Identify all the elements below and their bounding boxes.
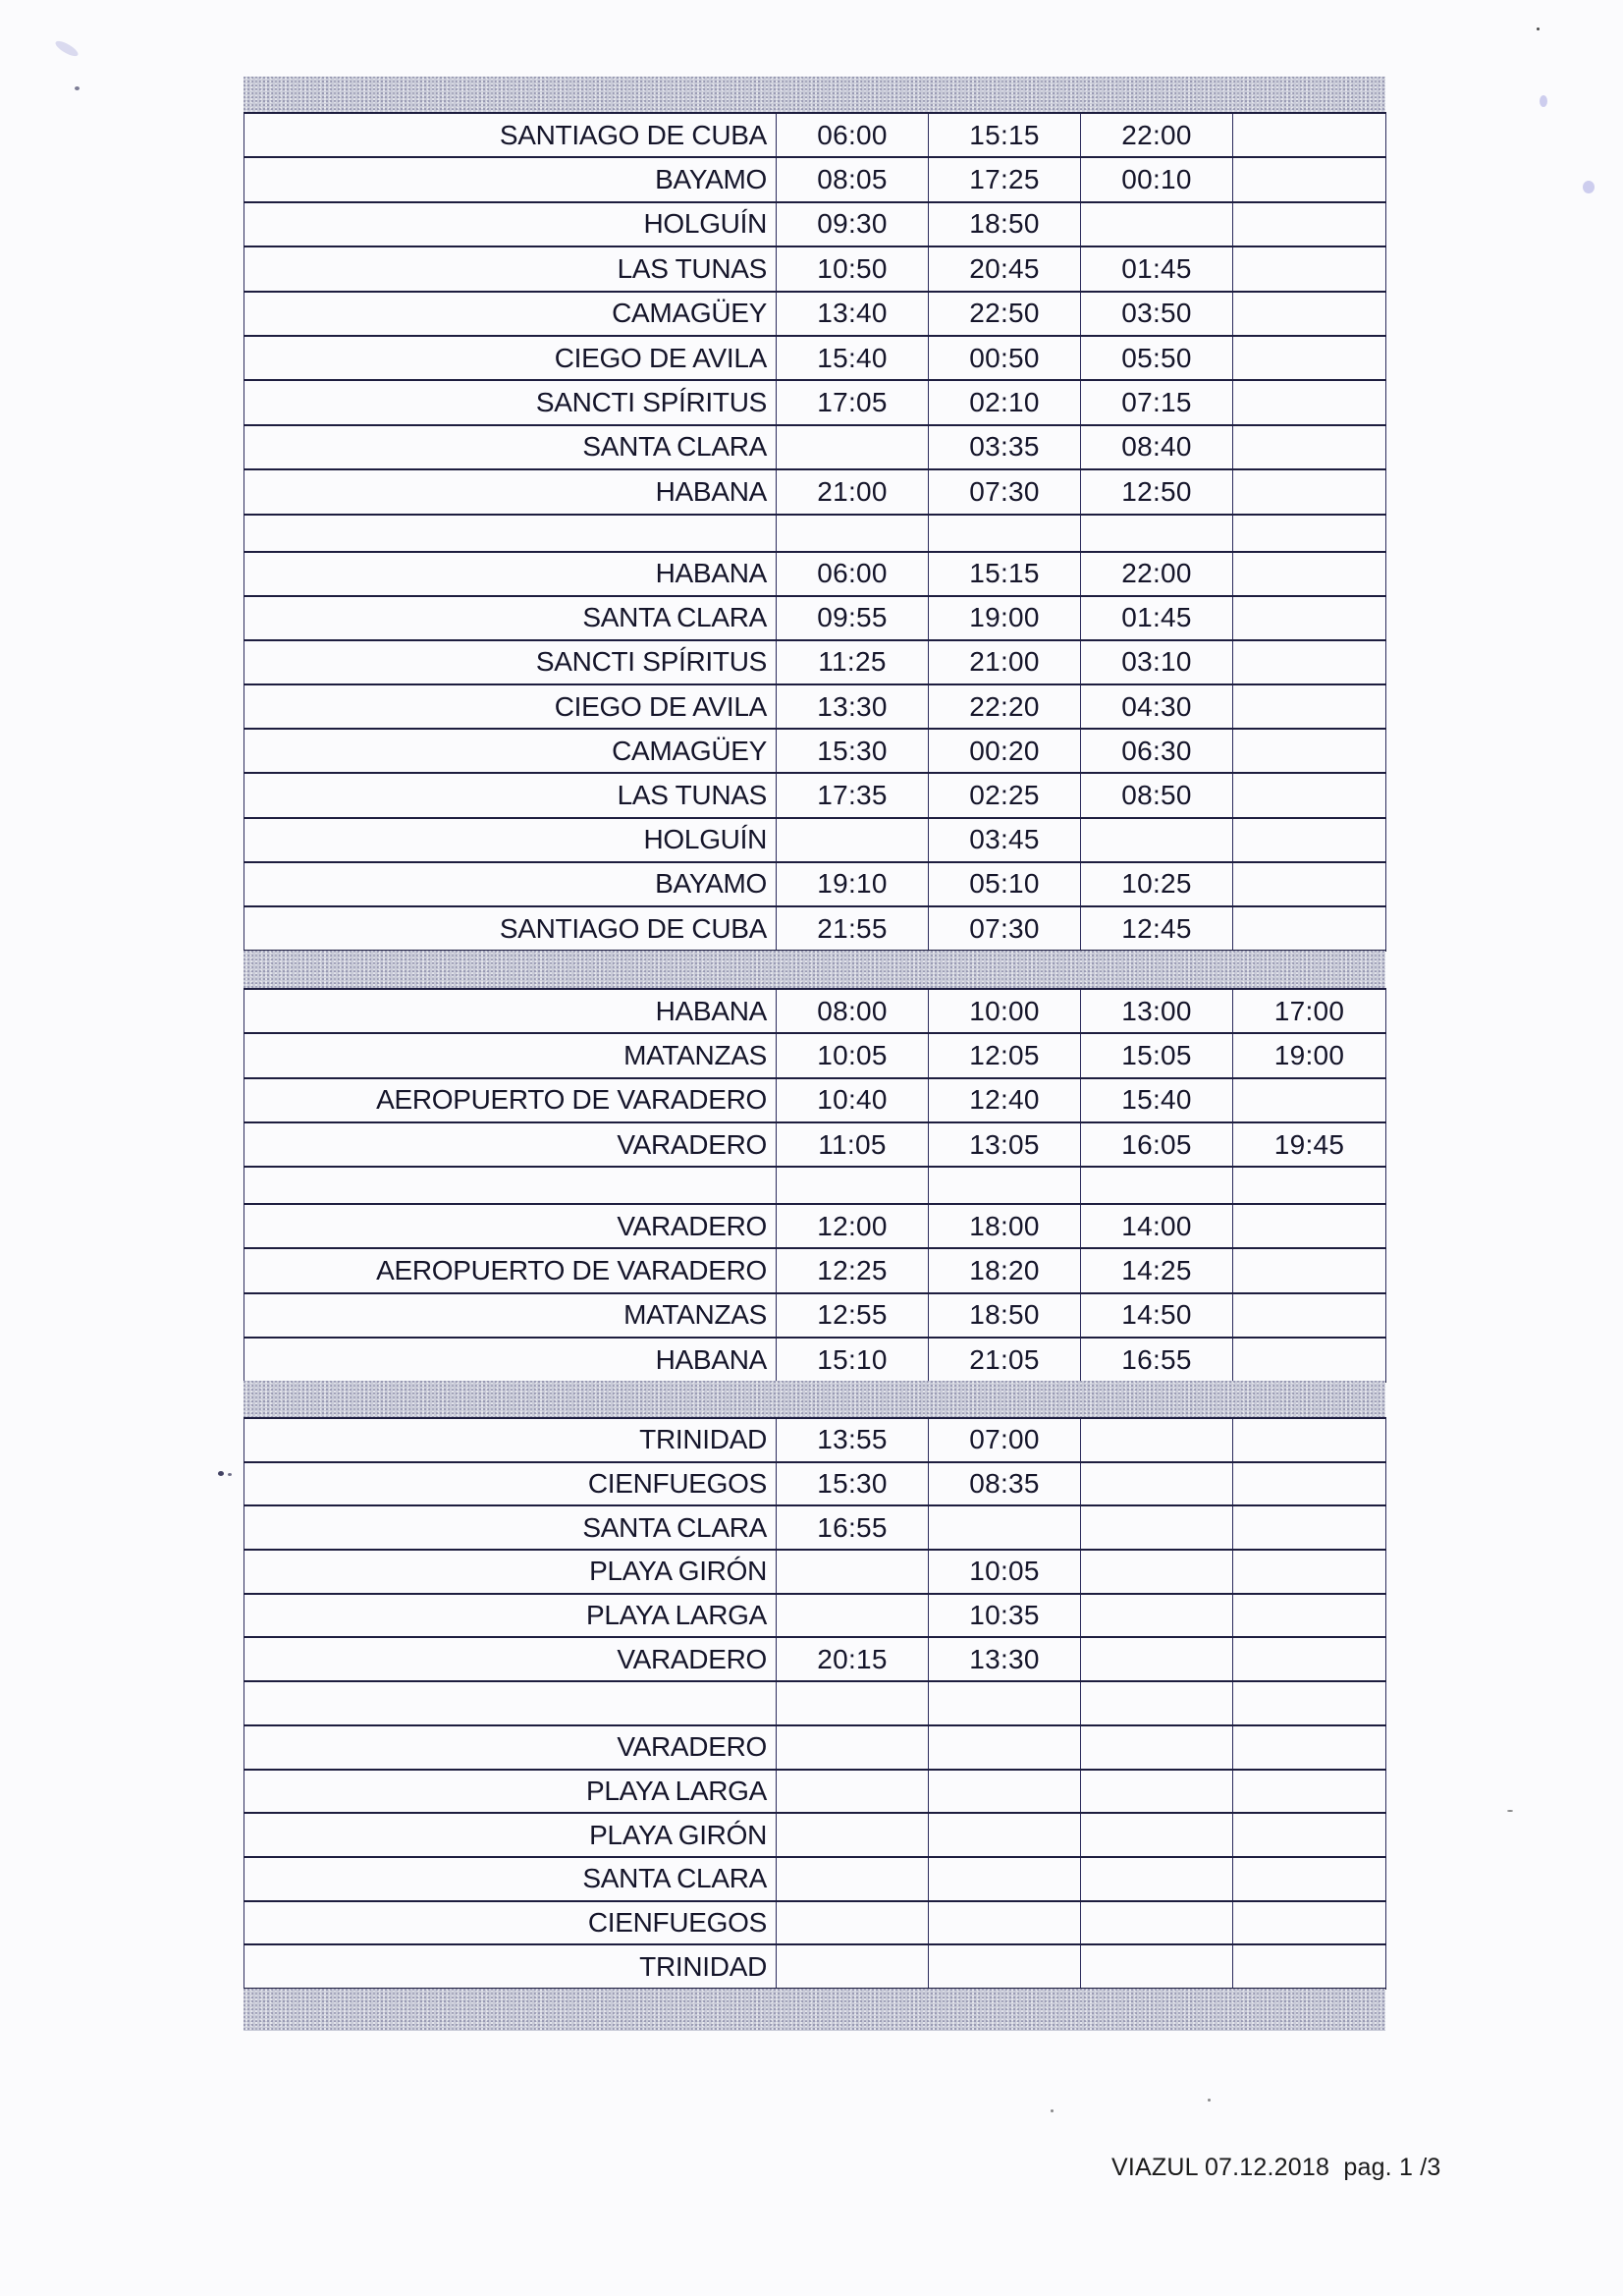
departure-time: 14:00 xyxy=(1081,1204,1233,1248)
departure-time: 08:05 xyxy=(777,157,929,201)
table-row xyxy=(244,596,1386,640)
stop-name: CAMAGÜEY xyxy=(244,292,777,336)
departure-time: 15:40 xyxy=(1081,1078,1233,1122)
table-row xyxy=(244,336,1386,380)
departure-time: 20:15 xyxy=(777,1637,929,1681)
departure-time: 10:40 xyxy=(777,1078,929,1122)
stop-name: TRINIDAD xyxy=(244,1418,777,1462)
departure-time: 21:05 xyxy=(929,1338,1081,1382)
departure-time xyxy=(929,1725,1081,1770)
table-row xyxy=(244,1248,1386,1292)
table-row xyxy=(244,862,1386,906)
empty-cell xyxy=(1081,1167,1233,1204)
departure-time: 16:55 xyxy=(777,1505,929,1550)
table-row xyxy=(244,1813,1386,1857)
departure-time: 03:35 xyxy=(929,425,1081,469)
departure-time: 13:40 xyxy=(777,292,929,336)
departure-time: 21:55 xyxy=(777,906,929,951)
departure-time xyxy=(1233,1944,1386,1989)
departure-time xyxy=(1233,1204,1386,1248)
departure-time: 02:25 xyxy=(929,773,1081,817)
stop-name: TRINIDAD xyxy=(244,1944,777,1989)
departure-time xyxy=(1081,1462,1233,1506)
departure-time: 12:45 xyxy=(1081,906,1233,951)
table-row xyxy=(244,1078,1386,1122)
table-row xyxy=(244,1505,1386,1550)
departure-time: 18:00 xyxy=(929,1204,1081,1248)
departure-time xyxy=(1233,380,1386,424)
departure-time xyxy=(1233,1594,1386,1638)
departure-time: 15:05 xyxy=(1081,1033,1233,1077)
departure-time: 17:00 xyxy=(1233,989,1386,1033)
stop-name: HABANA xyxy=(244,989,777,1033)
departure-time: 19:00 xyxy=(929,596,1081,640)
departure-time: 08:40 xyxy=(1081,425,1233,469)
empty-cell xyxy=(1081,1681,1233,1725)
departure-time: 07:30 xyxy=(929,469,1081,514)
table-row xyxy=(244,1462,1386,1506)
departure-time: 22:00 xyxy=(1081,113,1233,157)
empty-cell xyxy=(777,1681,929,1725)
departure-time: 15:40 xyxy=(777,336,929,380)
blank-separator-row xyxy=(244,1681,1386,1725)
departure-time: 11:05 xyxy=(777,1122,929,1167)
empty-cell xyxy=(244,515,777,552)
table-row xyxy=(244,729,1386,773)
departure-time: 08:00 xyxy=(777,989,929,1033)
scan-mark xyxy=(1507,1810,1513,1812)
departure-time xyxy=(1233,729,1386,773)
table-row xyxy=(244,1857,1386,1901)
departure-time xyxy=(1233,818,1386,862)
departure-time xyxy=(1233,202,1386,246)
table-row xyxy=(244,292,1386,336)
table-row xyxy=(244,1033,1386,1077)
departure-time: 19:10 xyxy=(777,862,929,906)
stop-name: HABANA xyxy=(244,469,777,514)
departure-time: 13:00 xyxy=(1081,989,1233,1033)
stop-name: SANCTI SPÍRITUS xyxy=(244,380,777,424)
departure-time: 08:50 xyxy=(1081,773,1233,817)
stop-name: CAMAGÜEY xyxy=(244,729,777,773)
departure-time xyxy=(777,1550,929,1594)
departure-time: 15:10 xyxy=(777,1338,929,1382)
table-row xyxy=(244,469,1386,514)
departure-time: 00:20 xyxy=(929,729,1081,773)
departure-time: 06:00 xyxy=(777,552,929,596)
departure-time xyxy=(777,1594,929,1638)
departure-time xyxy=(1233,113,1386,157)
departure-time: 22:50 xyxy=(929,292,1081,336)
departure-time: 10:25 xyxy=(1081,862,1233,906)
departure-time xyxy=(777,425,929,469)
stop-name: HABANA xyxy=(244,552,777,596)
departure-time xyxy=(1081,1857,1233,1901)
stop-name: VARADERO xyxy=(244,1122,777,1167)
departure-time xyxy=(1233,336,1386,380)
departure-time: 08:35 xyxy=(929,1462,1081,1506)
departure-time: 11:25 xyxy=(777,640,929,684)
timetable-habana-varadero xyxy=(243,988,1386,1383)
departure-time xyxy=(1081,1418,1233,1462)
stop-name: SANTA CLARA xyxy=(244,1505,777,1550)
scan-mark xyxy=(218,1471,224,1476)
departure-time: 15:15 xyxy=(929,552,1081,596)
departure-time: 12:05 xyxy=(929,1033,1081,1077)
table-row xyxy=(244,425,1386,469)
stop-name: SANTIAGO DE CUBA xyxy=(244,113,777,157)
departure-time: 13:05 xyxy=(929,1122,1081,1167)
stop-name: VARADERO xyxy=(244,1204,777,1248)
departure-time xyxy=(1233,596,1386,640)
stop-name: MATANZAS xyxy=(244,1293,777,1338)
stop-name: HOLGUÍN xyxy=(244,818,777,862)
table-row xyxy=(244,1770,1386,1814)
departure-time xyxy=(1081,1813,1233,1857)
table-row xyxy=(244,552,1386,596)
departure-time: 01:45 xyxy=(1081,596,1233,640)
stop-name: HABANA xyxy=(244,1338,777,1382)
section-header-band xyxy=(243,1381,1385,1417)
departure-time: 15:30 xyxy=(777,1462,929,1506)
table-row xyxy=(244,1418,1386,1462)
stop-name: CIEGO DE AVILA xyxy=(244,684,777,729)
departure-time xyxy=(1233,773,1386,817)
departure-time: 07:00 xyxy=(929,1418,1081,1462)
departure-time xyxy=(929,1813,1081,1857)
stop-name: HOLGUÍN xyxy=(244,202,777,246)
departure-time xyxy=(1233,157,1386,201)
departure-time: 13:30 xyxy=(929,1637,1081,1681)
departure-time xyxy=(1233,1338,1386,1382)
empty-cell xyxy=(1233,1167,1386,1204)
table-row xyxy=(244,380,1386,424)
section-footer-band xyxy=(243,1989,1385,2031)
departure-time xyxy=(1233,1462,1386,1506)
departure-time: 15:30 xyxy=(777,729,929,773)
departure-time xyxy=(1233,684,1386,729)
departure-time: 14:50 xyxy=(1081,1293,1233,1338)
empty-cell xyxy=(1233,515,1386,552)
departure-time xyxy=(1233,292,1386,336)
stop-name: SANTA CLARA xyxy=(244,1857,777,1901)
departure-time: 00:10 xyxy=(1081,157,1233,201)
departure-time xyxy=(1081,818,1233,862)
departure-time xyxy=(1081,1637,1233,1681)
departure-time: 12:55 xyxy=(777,1293,929,1338)
departure-time: 13:30 xyxy=(777,684,929,729)
page-footer: VIAZUL 07.12.2018 pag. 1 /3 xyxy=(1111,2154,1441,2181)
departure-time xyxy=(929,1505,1081,1550)
scan-mark xyxy=(228,1473,232,1476)
timetable-trinidad-varadero xyxy=(243,1417,1386,1990)
stop-name: BAYAMO xyxy=(244,862,777,906)
departure-time xyxy=(1233,1857,1386,1901)
stop-name: CIENFUEGOS xyxy=(244,1462,777,1506)
empty-cell xyxy=(1233,1681,1386,1725)
stop-name: PLAYA LARGA xyxy=(244,1770,777,1814)
departure-time: 12:00 xyxy=(777,1204,929,1248)
departure-time: 06:00 xyxy=(777,113,929,157)
departure-time xyxy=(929,1944,1081,1989)
departure-time xyxy=(1081,1550,1233,1594)
departure-time: 05:50 xyxy=(1081,336,1233,380)
scan-mark xyxy=(75,86,80,90)
departure-time: 10:00 xyxy=(929,989,1081,1033)
empty-cell xyxy=(244,1681,777,1725)
stop-name: PLAYA GIRÓN xyxy=(244,1550,777,1594)
departure-time: 05:10 xyxy=(929,862,1081,906)
departure-time xyxy=(777,1944,929,1989)
departure-time: 12:40 xyxy=(929,1078,1081,1122)
departure-time xyxy=(1081,1944,1233,1989)
table-row xyxy=(244,1293,1386,1338)
departure-time: 18:50 xyxy=(929,1293,1081,1338)
departure-time: 22:20 xyxy=(929,684,1081,729)
departure-time xyxy=(1081,1725,1233,1770)
departure-time: 09:55 xyxy=(777,596,929,640)
stop-name: LAS TUNAS xyxy=(244,246,777,291)
table-row xyxy=(244,1725,1386,1770)
departure-time xyxy=(777,818,929,862)
departure-time xyxy=(1233,1505,1386,1550)
departure-time xyxy=(1233,862,1386,906)
stop-name: SANTA CLARA xyxy=(244,596,777,640)
departure-time xyxy=(1233,552,1386,596)
departure-time: 12:50 xyxy=(1081,469,1233,514)
departure-time: 03:45 xyxy=(929,818,1081,862)
timetable-santiago-habana xyxy=(243,112,1386,952)
table-row xyxy=(244,640,1386,684)
departure-time xyxy=(1233,1901,1386,1945)
table-row xyxy=(244,684,1386,729)
scan-mark xyxy=(53,38,80,59)
empty-cell xyxy=(777,515,929,552)
departure-time: 17:25 xyxy=(929,157,1081,201)
departure-time: 06:30 xyxy=(1081,729,1233,773)
stop-name: PLAYA GIRÓN xyxy=(244,1813,777,1857)
departure-time: 19:45 xyxy=(1233,1122,1386,1167)
table-row xyxy=(244,818,1386,862)
departure-time: 21:00 xyxy=(777,469,929,514)
stop-name: CIEGO DE AVILA xyxy=(244,336,777,380)
departure-time xyxy=(777,1857,929,1901)
departure-time: 21:00 xyxy=(929,640,1081,684)
departure-time: 10:50 xyxy=(777,246,929,291)
departure-time xyxy=(929,1857,1081,1901)
departure-time xyxy=(929,1770,1081,1814)
departure-time: 22:00 xyxy=(1081,552,1233,596)
table-row xyxy=(244,989,1386,1033)
stop-name: MATANZAS xyxy=(244,1033,777,1077)
departure-time: 00:50 xyxy=(929,336,1081,380)
departure-time xyxy=(1081,1770,1233,1814)
departure-time xyxy=(777,1813,929,1857)
table-row xyxy=(244,1637,1386,1681)
departure-time: 13:55 xyxy=(777,1418,929,1462)
departure-time: 18:20 xyxy=(929,1248,1081,1292)
departure-time: 14:25 xyxy=(1081,1248,1233,1292)
departure-time xyxy=(1233,1725,1386,1770)
departure-time: 07:15 xyxy=(1081,380,1233,424)
table-row xyxy=(244,1594,1386,1638)
table-row xyxy=(244,906,1386,951)
stop-name: PLAYA LARGA xyxy=(244,1594,777,1638)
table-row xyxy=(244,113,1386,157)
departure-time: 04:30 xyxy=(1081,684,1233,729)
blank-separator-row xyxy=(244,515,1386,552)
departure-time xyxy=(1233,640,1386,684)
table-row xyxy=(244,157,1386,201)
departure-time xyxy=(1233,425,1386,469)
departure-time: 10:05 xyxy=(929,1550,1081,1594)
departure-time xyxy=(1233,1293,1386,1338)
scan-mark xyxy=(1208,2099,1211,2102)
empty-cell xyxy=(777,1167,929,1204)
empty-cell xyxy=(929,1681,1081,1725)
empty-cell xyxy=(244,1167,777,1204)
departure-time: 03:50 xyxy=(1081,292,1233,336)
section-header-band xyxy=(243,77,1385,112)
departure-time xyxy=(929,1901,1081,1945)
stop-name: VARADERO xyxy=(244,1725,777,1770)
table-row xyxy=(244,1550,1386,1594)
table-row xyxy=(244,1901,1386,1945)
scan-mark xyxy=(1051,2109,1054,2112)
departure-time: 19:00 xyxy=(1233,1033,1386,1077)
table-row xyxy=(244,1122,1386,1167)
departure-time xyxy=(1233,1637,1386,1681)
departure-time xyxy=(1233,1418,1386,1462)
departure-time: 17:05 xyxy=(777,380,929,424)
departure-time xyxy=(1233,906,1386,951)
stop-name: CIENFUEGOS xyxy=(244,1901,777,1945)
departure-time xyxy=(1233,1248,1386,1292)
departure-time: 10:35 xyxy=(929,1594,1081,1638)
departure-time: 09:30 xyxy=(777,202,929,246)
departure-time xyxy=(777,1770,929,1814)
stop-name: BAYAMO xyxy=(244,157,777,201)
scan-mark xyxy=(1583,181,1595,193)
blank-separator-row xyxy=(244,1167,1386,1204)
stop-name: SANCTI SPÍRITUS xyxy=(244,640,777,684)
departure-time xyxy=(1233,1770,1386,1814)
departure-time: 12:25 xyxy=(777,1248,929,1292)
departure-time: 16:55 xyxy=(1081,1338,1233,1382)
departure-time: 18:50 xyxy=(929,202,1081,246)
scan-mark xyxy=(1540,95,1547,107)
stop-name: AEROPUERTO DE VARADERO xyxy=(244,1248,777,1292)
departure-time xyxy=(1233,1550,1386,1594)
table-row xyxy=(244,1944,1386,1989)
departure-time: 16:05 xyxy=(1081,1122,1233,1167)
stop-name: SANTA CLARA xyxy=(244,425,777,469)
table-row xyxy=(244,1338,1386,1382)
scan-mark xyxy=(1537,27,1540,30)
departure-time xyxy=(777,1901,929,1945)
table-row xyxy=(244,202,1386,246)
stop-name: SANTIAGO DE CUBA xyxy=(244,906,777,951)
departure-time xyxy=(1233,246,1386,291)
departure-time xyxy=(1081,1594,1233,1638)
empty-cell xyxy=(1081,515,1233,552)
departure-time xyxy=(1233,1813,1386,1857)
stop-name: LAS TUNAS xyxy=(244,773,777,817)
table-row xyxy=(244,1204,1386,1248)
departure-time: 01:45 xyxy=(1081,246,1233,291)
table-row xyxy=(244,773,1386,817)
departure-time: 20:45 xyxy=(929,246,1081,291)
departure-time: 03:10 xyxy=(1081,640,1233,684)
departure-time xyxy=(777,1725,929,1770)
stop-name: AEROPUERTO DE VARADERO xyxy=(244,1078,777,1122)
departure-time: 15:15 xyxy=(929,113,1081,157)
table-row xyxy=(244,246,1386,291)
stop-name: VARADERO xyxy=(244,1637,777,1681)
departure-time: 07:30 xyxy=(929,906,1081,951)
departure-time xyxy=(1233,469,1386,514)
departure-time xyxy=(1081,1901,1233,1945)
departure-time: 10:05 xyxy=(777,1033,929,1077)
empty-cell xyxy=(929,515,1081,552)
empty-cell xyxy=(929,1167,1081,1204)
departure-time: 02:10 xyxy=(929,380,1081,424)
departure-time xyxy=(1233,1078,1386,1122)
departure-time xyxy=(1081,1505,1233,1550)
departure-time: 17:35 xyxy=(777,773,929,817)
departure-time xyxy=(1081,202,1233,246)
section-header-band xyxy=(243,951,1385,988)
